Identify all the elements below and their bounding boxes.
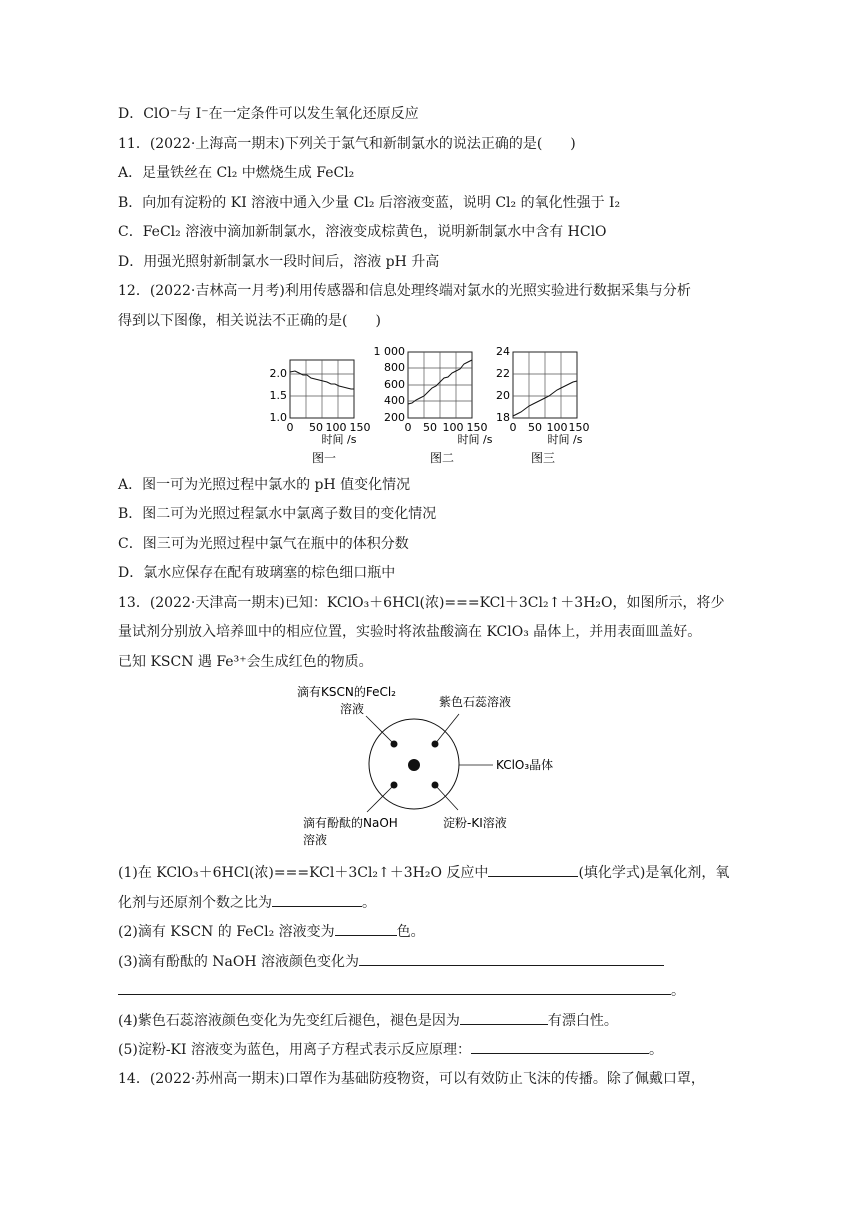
graph-3-ytick-3: 18 [496, 411, 510, 424]
q13-sub3-line2 [118, 980, 685, 1001]
graph-3-xtick-2: 100 [546, 421, 568, 434]
graph-1-caption: 图一 [311, 451, 337, 465]
q13-sub4-blank[interactable] [460, 1010, 548, 1025]
q13-sub1-blank-2[interactable] [272, 892, 362, 907]
q12-stem-line1: 12．(2022·吉林高一月考)利用传感器和信息处理终端对氯水的光照实验进行数据采集与分析 [118, 283, 691, 299]
q13-sub3-text-a: (3)滴有酚酞的 NaOH 溶液颜色变化为 [118, 954, 360, 970]
graph-2-xtick-0: 0 [404, 421, 412, 434]
graph-1-ytick-0: 2.0 [269, 367, 287, 380]
graph-3-xtick-0: 0 [509, 421, 517, 434]
petri-dish-diagram [285, 678, 565, 848]
q13-sub1-text-c: 化剂与还原剂个数之比为 [118, 895, 272, 911]
graph-2 [374, 345, 493, 465]
spot-kclo3 [408, 759, 420, 771]
graph-1-xtick-2: 100 [325, 421, 347, 434]
graph-2-xtick-1: 50 [423, 421, 437, 434]
graph-2-ytick-1: 800 [384, 361, 405, 374]
q11-option-d: D．用强光照射新制氯水一段时间后，溶液 pH 升高 [118, 254, 440, 270]
q13-sub1-line2 [118, 892, 376, 913]
label-naoh-2: 溶液 [303, 833, 328, 847]
q13-sub1-text-a: (1)在 KClO₃＋6HCl(浓)===KCl＋3Cl₂↑＋3H₂O 反应中 [118, 865, 489, 881]
q11-option-a: A．足量铁丝在 Cl₂ 中燃烧生成 FeCl₂ [118, 165, 355, 181]
q11-option-b: B．向加有淀粉的 KI 溶液中通入少量 Cl₂ 后溶液变蓝，说明 Cl₂ 的氧化性强于 I₂ [118, 195, 621, 211]
q13-sub2-text-a: (2)滴有 KSCN 的 FeCl₂ 溶液变为 [118, 924, 335, 940]
q12-stem-line2: 得到以下图像，相关说法不正确的是( ) [118, 313, 381, 329]
q12-option-b: B．图二可为光照过程氯水中氯离子数目的变化情况 [118, 506, 437, 522]
graph-2-ytick-4: 200 [384, 411, 405, 424]
q13-sub5-text-a: (5)淀粉-KI 溶液变为蓝色，用离子方程式表示反应原理： [118, 1042, 471, 1058]
graph-1-ytick-2: 1.0 [269, 411, 287, 424]
q13-stem-line3: 已知 KSCN 遇 Fe³⁺会生成红色的物质。 [118, 654, 373, 670]
q12-graphs-figure [265, 342, 595, 470]
graph-3-xtick-1: 50 [528, 421, 542, 434]
graph-1-xlabel: 时间 /s [321, 433, 357, 446]
graph-3-ytick-1: 22 [496, 367, 510, 380]
q13-sub5-blank[interactable] [471, 1039, 649, 1054]
q13-sub4-text-b: 有漂白性。 [547, 1013, 618, 1029]
label-kscn-fecl2-2: 溶液 [340, 702, 365, 716]
graph-2-ytick-3: 400 [384, 394, 405, 407]
graph-3-xlabel: 时间 /s [547, 433, 583, 446]
label-kscn-fecl2: 滴有KSCN的FeCl₂ [297, 685, 396, 699]
label-starch-ki: 淀粉-KI溶液 [443, 816, 507, 830]
q12-option-c: C．图三可为光照过程中氯气在瓶中的体积分数 [118, 536, 409, 552]
q12-option-a: A．图一可为光照过程中氯水的 pH 值变化情况 [118, 477, 411, 493]
graph-3-ytick-2: 20 [496, 389, 510, 402]
label-kclo3: KClO₃晶体 [496, 758, 554, 772]
graph-2-caption: 图二 [429, 451, 455, 465]
graph-1-xtick-3: 150 [349, 421, 371, 434]
q13-sub4 [118, 1010, 618, 1031]
q13-sub5-text-b: 。 [649, 1042, 663, 1058]
q13-sub1-text-d: 。 [362, 895, 376, 911]
graph-2-ytick-0: 1 000 [373, 345, 405, 358]
q13-sub2 [118, 921, 425, 942]
graph-3-ytick-0: 24 [496, 345, 510, 358]
q13-sub5 [118, 1039, 663, 1060]
graph-1 [270, 360, 371, 465]
graph-3-xtick-3: 150 [568, 421, 590, 434]
q13-sub3-blank-2[interactable] [118, 980, 671, 995]
q13-stem-line1: 13．(2022·天津高一期末)已知：KClO₃＋6HCl(浓)===KCl＋3Cl₂↑＋3H₂O，如图所示，将少 [118, 595, 725, 611]
graph-3-caption: 图三 [530, 451, 556, 465]
label-naoh: 滴有酚酞的NaOH [303, 816, 398, 830]
q13-sub2-blank[interactable] [335, 921, 397, 936]
q13-stem-line2: 量试剂分别放入培养皿中的相应位置，实验时将浓盐酸滴在 KClO₃ 晶体上，并用表面皿盖好。 [118, 624, 702, 640]
q14-stem-line1: 14．(2022·苏州高一期末)口罩作为基础防疫物资，可以有效防止飞沫的传播。除了佩戴口罩， [118, 1071, 705, 1087]
label-litmus: 紫色石蕊溶液 [439, 695, 512, 709]
graph-2-ytick-2: 600 [384, 378, 405, 391]
q13-sub3-line1 [118, 951, 664, 972]
q12-option-d: D．氯水应保存在配有玻璃塞的棕色细口瓶中 [118, 565, 396, 581]
graph-3 [496, 345, 590, 465]
graph-2-xtick-3: 150 [466, 421, 488, 434]
q13-sub3-end: 。 [671, 983, 685, 999]
q11-option-c: C．FeCl₂ 溶液中滴加新制氯水，溶液变成棕黄色，说明新制氯水中含有 HClO [118, 224, 607, 240]
graph-1-ytick-1: 1.5 [269, 389, 287, 402]
q13-sub1-text-b: (填化学式)是氧化剂，氧 [578, 865, 730, 881]
graph-2-xlabel: 时间 /s [457, 433, 493, 446]
graph-2-xtick-2: 100 [442, 421, 464, 434]
q13-sub1-line1 [118, 862, 729, 883]
q13-sub3-blank-1[interactable] [359, 951, 664, 966]
graph-1-xtick-0: 0 [286, 421, 294, 434]
q10-option-d: D．ClO⁻与 I⁻在一定条件可以发生氧化还原反应 [118, 106, 419, 122]
q11-stem: 11．(2022·上海高一期末)下列关于氯气和新制氯水的说法正确的是( ) [118, 136, 576, 152]
q13-sub4-text-a: (4)紫色石蕊溶液颜色变化为先变红后褪色，褪色是因为 [118, 1013, 460, 1029]
graph-1-xtick-1: 50 [309, 421, 323, 434]
q13-sub1-blank-1[interactable] [488, 862, 578, 877]
q13-sub2-text-b: 色。 [396, 924, 425, 940]
